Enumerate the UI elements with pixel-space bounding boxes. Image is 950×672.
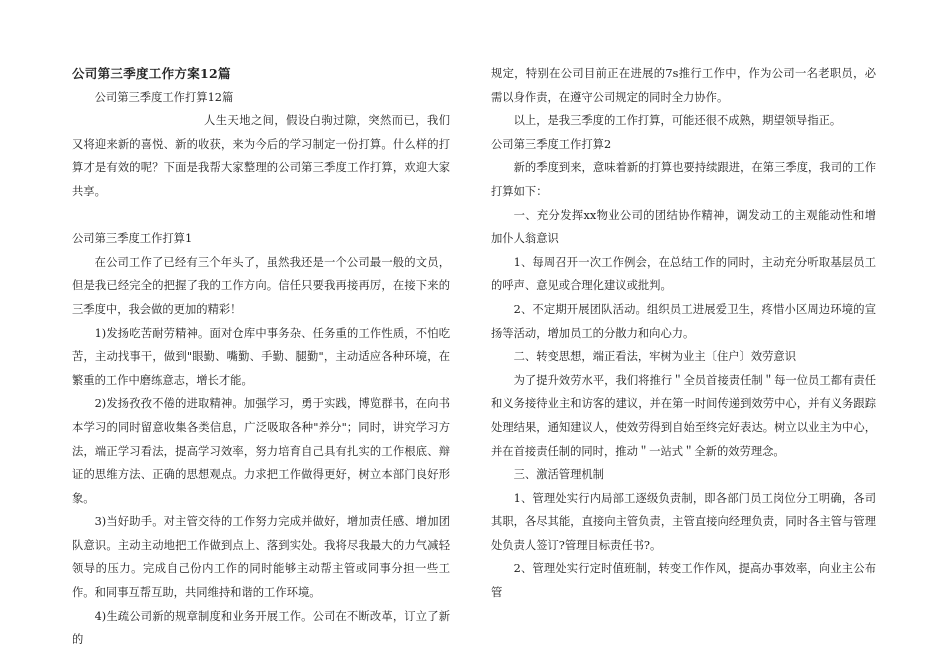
paragraph-continued: 规定，特别在公司目前正在进展的7s推行工作中，作为公司一名老职员，必需以身作责，在遵守公司规定的同时全力协作。 (491, 67, 876, 104)
right-column (491, 62, 876, 605)
document-subtitle: 公司第三季度工作打算12篇 (94, 90, 234, 104)
document-title: 公司第三季度工作方案12篇 (72, 66, 231, 81)
paragraph: 3)当好助手。对主管交待的工作努力完成并做好，增加责任感、增加团队意识。主动主动地把工作做到点上、落到实处。我将尽我最大的力气减轻领导的压力。完成自己份内工作的同时能够主动帮主管或同事分担一些工作。和同事互帮互助，共同维持和谐的工作环境。 (72, 515, 450, 600)
left-column (72, 62, 450, 652)
subheading: 一、充分发挥xx物业公司的团结协作精神，调发动工的主观能动性和增加仆人翁意识 (491, 208, 876, 246)
subheading: 二、转变思想，端正看法，牢树为业主〔住户〕效劳意识 (513, 350, 797, 364)
paragraph: 新的季度到来，意味着新的打算也要持续跟进，在第三季度，我司的工作打算如下： (491, 161, 876, 198)
spacer (72, 204, 450, 228)
intro-paragraph: 人生天地之间，假设白驹过隙，突然而已，我们又将迎来新的喜悦、新的收获，来为今后的学习制定一份打算。什么样的打算才是有效的呢？下面是我帮大家整理的公司第三季度工作打算，欢迎大家共享。 (72, 114, 450, 198)
section-heading-2: 公司第三季度工作打算2 (491, 137, 612, 151)
paragraph: 2、管理处实行定时值班制，转变工作作风，提高办事效率，向业主公布管 (491, 562, 876, 600)
section-heading-1: 公司第三季度工作打算1 (72, 232, 193, 246)
paragraph: 1、管理处实行内局部工逐级负责制，即各部门员工岗位分工明确，各司其职，各尽其能，直接向主管负责，主管直接向经理负责，同时各主管与管理处负责人签订?管理目标责任书?。 (491, 491, 876, 552)
paragraph: 在公司工作了已经有三个年头了，虽然我还是一个公司最一般的文员，但是我已经完全的把握了我的工作方向。信任只要我再接再厉，在接下来的三季度中，我会做的更加的精彩！ (72, 255, 450, 316)
paragraph: 为了提升效劳水平，我们将推行＂全员首接责任制＂每一位员工都有责任和义务接待业主和访客的建议，并在第一时间传递到效劳中心，并有义务跟踪处理结果，通知建议人，使效劳得到自始至终完好表达。树立以业主为中心，并在首接责任制的同时，推动＂一站式＂全新的效劳理念。 (491, 373, 876, 458)
paragraph: 以上，是我三季度的工作打算，可能还很不成熟，期望领导指正。 (513, 114, 842, 128)
paragraph: 1)发扬吃苦耐劳精神。面对仓库中事务杂、任务重的工作性质，不怕吃苦，主动找事干，做到"眼勤、嘴勤、手勤、腿勤"，主动适应各种环境，在繁重的工作中磨练意志，增长才能。 (72, 326, 450, 387)
paragraph: 4)生疏公司新的规章制度和业务开展工作。公司在不断改革，订立了新的 (72, 609, 450, 647)
paragraph: 2)发扬孜孜不倦的进取精神。加强学习，勇于实践，博览群书，在向书本学习的同时留意收集各类信息，广泛吸取各种"养分"；同时，讲究学习方法，端正学习看法，提高学习效率，努力培育自己具有扎实的工作根底、辩证的思维方法、正确的思想观点。力求把工作做得更好，树立本部门良好形象。 (72, 397, 450, 505)
paragraph: 2、不定期开展团队活动。组织员工进展爱卫生，疼惜小区周边环境的宣扬等活动，增加员工的分散力和向心力。 (491, 302, 876, 340)
paragraph: 1、每周召开一次工作例会，在总结工作的同时，主动充分听取基层员工的呼声、意见或合理化建议或批判。 (491, 255, 876, 293)
subheading: 三、激活管理机制 (513, 468, 604, 482)
